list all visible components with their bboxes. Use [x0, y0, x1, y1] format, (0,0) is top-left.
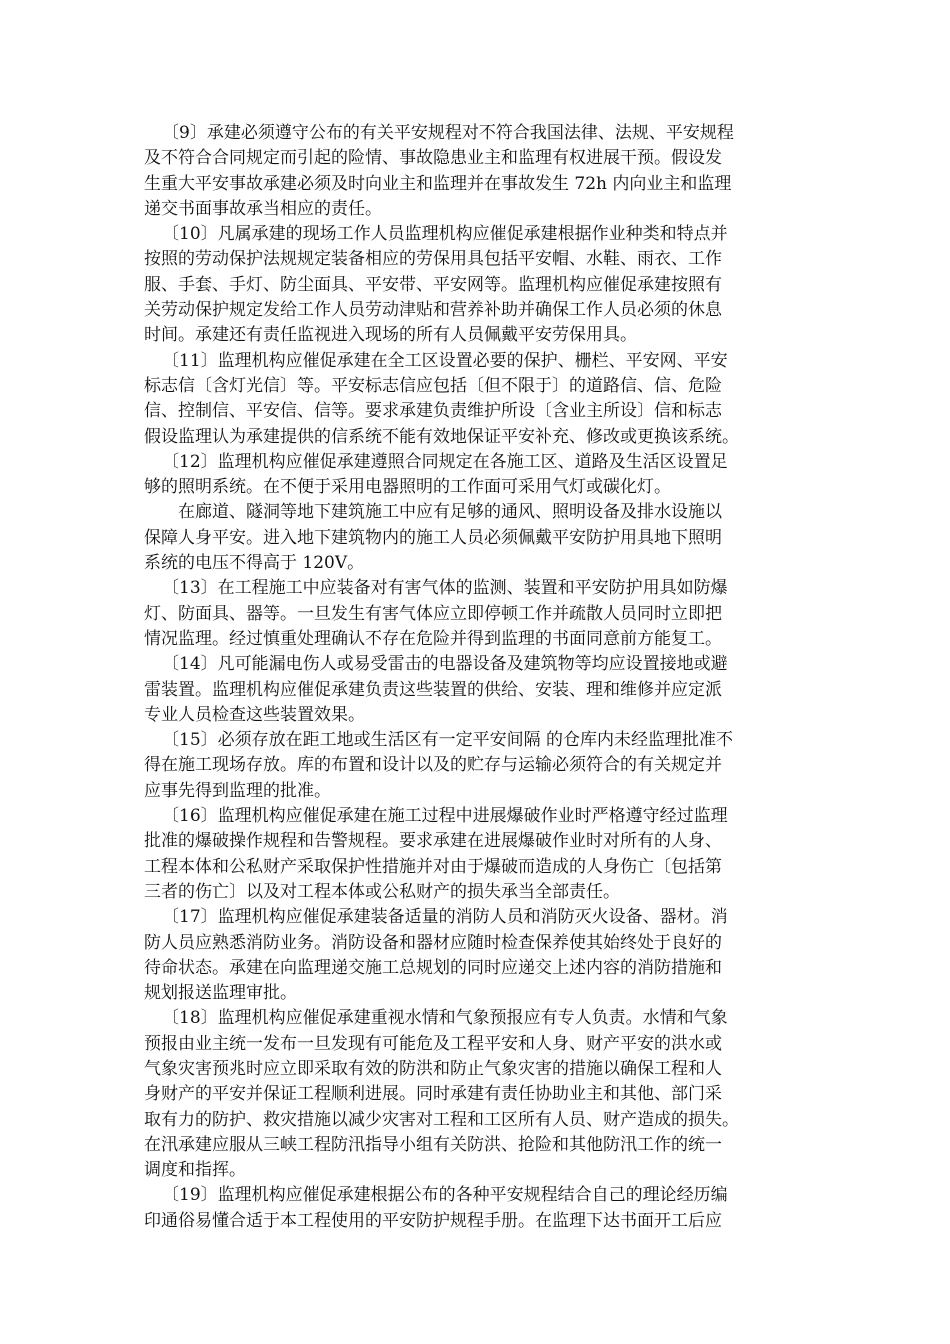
text-line: 关劳动保护规定发给工作人员劳动津贴和营养补助并确保工作人员必须的休息	[144, 300, 722, 321]
text-line: 假设监理认为承建提供的信系统不能有效地保证平安补充、修改或更换该系统。	[144, 426, 739, 447]
text-line: 〔18〕监理机构应催促承建重视水情和气象预报应有专人负责。水情和气象	[162, 1008, 728, 1029]
text-line: 〔13〕在工程施工中应装备对有害气体的监测、装置和平安防护用具如防爆	[162, 578, 728, 599]
text-line: 情况监理。经过慎重处理确认不存在危险并得到监理的书面同意前方能复工。	[144, 628, 722, 649]
text-line: 〔14〕凡可能漏电伤人或易受雷击的电器设备及建筑物等均应设置接地或避	[162, 654, 728, 675]
text-line: 系统的电压不得高于 120V。	[144, 553, 365, 574]
text-line: 预报由业主统一发布一旦发现有可能危及工程平安和人身、财产平安的洪水或	[144, 1033, 722, 1054]
text-line: 按照的劳动保护法规规定装备相应的劳保用具包括平安帽、水鞋、雨衣、工作	[144, 249, 722, 270]
text-line: 调度和指挥。	[144, 1160, 246, 1181]
text-line: 信、控制信、平安信、信等。要求承建负责维护所设〔含业主所设〕信和标志	[144, 401, 722, 422]
text-line: 〔11〕监理机构应催促承建在全工区设置必要的保护、栅栏、平安网、平安	[162, 350, 728, 371]
text-line: 〔9〕承建必须遵守公布的有关平安规程对不符合我国法律、法规、平安规程	[162, 123, 734, 143]
document-body	[144, 121, 808, 1234]
text-line: 保障人身平安。进入地下建筑物内的施工人员必须佩戴平安防护用具地下照明	[144, 527, 722, 548]
text-line: 防人员应熟悉消防业务。消防设备和器材应随时检查保养使其始终处于良好的	[144, 932, 722, 953]
text-line: 在汛承建应服从三峡工程防汛指导小组有关防洪、抢险和其他防汛工作的统一	[144, 1134, 722, 1155]
text-line: 〔12〕监理机构应催促承建遵照合同规定在各施工区、道路及生活区设置足	[162, 451, 728, 472]
text-line: 应事先得到监理的批准。	[144, 780, 331, 801]
text-line: 专业人员检查这些装置效果。	[144, 704, 365, 725]
text-line: 〔17〕监理机构应催促承建装备适量的消防人员和消防灭火设备、器材。消	[162, 907, 728, 928]
text-line: 标志信〔含灯光信〕等。平安标志信应包括〔但不限于〕的道路信、信、危险	[144, 375, 722, 396]
text-line: 待命状态。承建在向监理递交施工总规划的同时应递交上述内容的消防措施和	[144, 957, 722, 978]
text-line: 取有力的防护、救灾措施以减少灾害对工程和工区所有人员、财产造成的损失。	[144, 1109, 739, 1130]
text-line: 〔19〕监理机构应催促承建根据公布的各种平安规程结合自己的理论经历编	[162, 1185, 728, 1206]
text-line: 递交书面事故承当相应的责任。	[144, 198, 382, 219]
text-line: 身财产的平安并保证工程顺利进展。同时承建有责任协助业主和其他、部门采	[144, 1084, 722, 1105]
text-line: 批准的爆破操作规程和告警规程。要求承建在进展爆破作业时对所有的人身、	[144, 831, 722, 852]
text-line: 在廊道、隧洞等地下建筑施工中应有足够的通风、照明设备及排水设施以	[178, 502, 722, 523]
text-line: 雷装置。监理机构应催促承建负责这些装置的供给、安装、理和维修并应定派	[144, 679, 722, 700]
text-line: 规划报送监理审批。	[144, 983, 297, 1004]
text-line: 印通俗易懂合适于本工程使用的平安防护规程手册。在监理下达书面开工后应	[144, 1210, 722, 1231]
text-line: 三者的伤亡〕以及对工程本体或公私财产的损失承当全部责任。	[144, 881, 620, 902]
text-line: 气象灾害预兆时应立即采取有效的防洪和防止气象灾害的措施以确保工程和人	[144, 1058, 722, 1079]
text-line: 及不符合合同规定而引起的险情、事故隐患业主和监理有权进展干预。假设发	[144, 148, 722, 169]
text-line: 〔10〕凡属承建的现场工作人员监理机构应催促承建根据作业种类和特点并	[162, 224, 728, 245]
text-line: 够的照明系统。在不便于采用电器照明的工作面可采用气灯或碳化灯。	[144, 477, 671, 498]
text-line: 生重大平安事故承建必须及时向业主和监理并在事故发生 72h 内向业主和监理	[144, 173, 732, 194]
text-line: 〔16〕监理机构应催促承建在施工过程中进展爆破作业时严格遵守经过监理	[162, 806, 728, 827]
text-line: 得在施工现场存放。库的布置和设计以及的贮存与运输必须符合的有关规定并	[144, 755, 722, 776]
text-line: 时间。承建还有责任监视进入现场的所有人员佩戴平安劳保用具。	[144, 325, 637, 346]
text-line: 工程本体和公私财产采取保护性措施并对由于爆破而造成的人身伤亡〔包括第	[144, 856, 722, 877]
text-line: 灯、防面具、器等。一旦发生有害气体应立即停顿工作并疏散人员同时立即把	[144, 603, 722, 624]
text-line: 〔15〕必须存放在距工地或生活区有一定平安间隔 的仓库内未经监理批准不	[162, 730, 734, 751]
text-line: 服、手套、手灯、防尘面具、平安带、平安网等。监理机构应催促承建按照有	[144, 274, 722, 295]
